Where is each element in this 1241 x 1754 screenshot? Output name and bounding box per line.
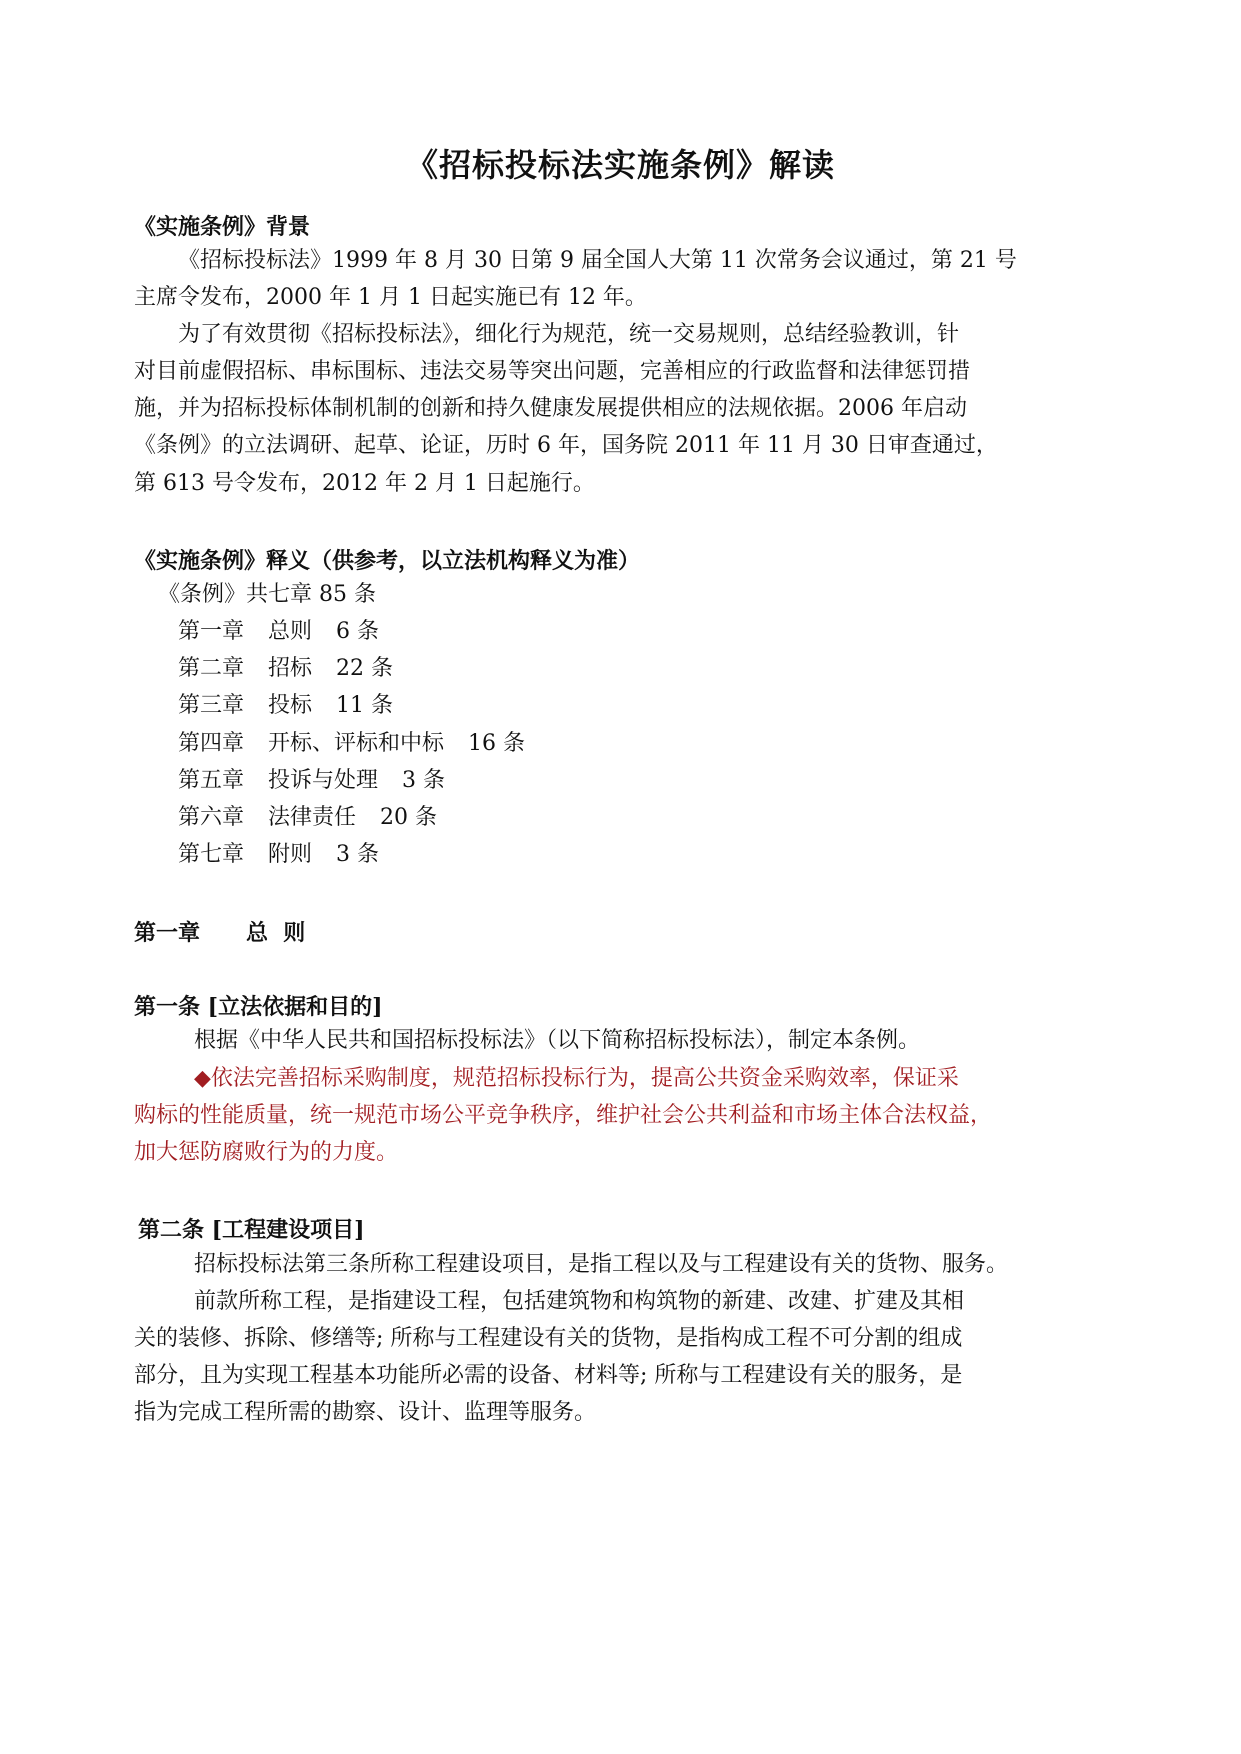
paragraph-line: 对目前虚假招标、串标围标、违法交易等突出问题，完善相应的行政监督和法律惩罚措 <box>134 359 971 384</box>
chapter-heading: 第一章 总 则 <box>134 920 306 946</box>
note-line: ◆依法完善招标采购制度，规范招标投标行为，提高公共资金采购效率，保证采 <box>194 1066 959 1091</box>
chapter-number: 第一章 <box>178 619 245 644</box>
chapter-number: 第四章 <box>178 731 245 756</box>
chapter-row <box>178 654 393 684</box>
diamond-bullet-icon: ◆ <box>194 1066 211 1091</box>
paragraph-line: 主席令发布，2000 年 1 月 1 日起实施已有 12 年。 <box>134 285 647 310</box>
chapter-name: 法律责任 <box>268 805 357 830</box>
note-line: 购标的性能质量，统一规范市场公平竞争秩序，维护社会公共利益和市场主体合法权益， <box>134 1103 993 1128</box>
chapter-name: 总则 <box>268 619 313 644</box>
paragraph-line: 施，并为招标投标体制机制的创新和持久健康发展提供相应的法规依据。2006 年启动 <box>134 396 967 421</box>
chapter-name: 招标 <box>268 656 313 681</box>
chapter-row <box>178 766 445 796</box>
chapter-row <box>178 803 437 833</box>
chapter-count: 20 条 <box>380 805 438 830</box>
article-text: 根据《中华人民共和国招标投标法》（以下简称招标投标法），制定本条例。 <box>194 1028 921 1053</box>
chapter-count: 16 条 <box>468 731 526 756</box>
note-line: 加大惩防腐败行为的力度。 <box>134 1140 399 1165</box>
chapter-count: 11 条 <box>336 693 394 718</box>
paragraph-line: 《条例》的立法调研、起草、论证，历时 6 年，国务院 2011 年 11 月 30 日审查通过， <box>134 433 998 458</box>
article-heading: 第一条 [立法依据和目的] <box>134 994 383 1020</box>
chapter-number: 第六章 <box>178 805 245 830</box>
chapter-row <box>178 729 525 759</box>
chapter-row <box>178 691 393 721</box>
paragraph-line: 《招标投标法》1999 年 8 月 30 日第 9 届全国人大第 11 次常务会议通过，第 21 号 <box>178 248 1017 273</box>
paragraph-line: 前款所称工程，是指建设工程，包括建筑物和构筑物的新建、改建、扩建及其相 <box>194 1289 965 1314</box>
chapter-name: 附则 <box>268 842 313 867</box>
paragraph-line: 关的装修、拆除、修缮等; 所称与工程建设有关的货物，是指构成工程不可分割的组成 <box>134 1326 963 1351</box>
article-text: 招标投标法第三条所称工程建设项目，是指工程以及与工程建设有关的货物、服务。 <box>194 1252 1009 1277</box>
chapter-name: 投诉与处理 <box>268 768 379 793</box>
chapter-number: 第二章 <box>178 656 245 681</box>
chapter-count: 22 条 <box>336 656 394 681</box>
paragraph-line: 为了有效贯彻《招标投标法》，细化行为规范，统一交易规则，总结经验教训，针 <box>178 322 960 347</box>
chapter-count: 6 条 <box>336 619 380 644</box>
section-heading-background: 《实施条例》背景 <box>134 214 311 240</box>
chapter-count: 3 条 <box>336 842 380 867</box>
chapter-row <box>178 617 379 647</box>
chapter-summary: 《条例》共七章 85 条 <box>158 582 376 607</box>
chapter-number: 第三章 <box>178 693 245 718</box>
chapter-number: 第五章 <box>178 768 245 793</box>
chapter-row <box>178 840 379 870</box>
document-title: 《招标投标法实施条例》解读 <box>405 146 835 184</box>
paragraph-line: 指为完成工程所需的勘察、设计、监理等服务。 <box>134 1400 597 1425</box>
chapter-number: 第七章 <box>178 842 245 867</box>
chapter-name: 投标 <box>268 693 313 718</box>
paragraph-line: 部分，且为实现工程基本功能所必需的设备、材料等; 所称与工程建设有关的服务，是 <box>134 1363 963 1388</box>
chapter-name: 开标、评标和中标 <box>268 731 445 756</box>
section-heading-interpretation: 《实施条例》释义（供参考，以立法机构释义为准） <box>134 548 641 574</box>
article-heading: 第二条 [工程建设项目] <box>138 1217 365 1243</box>
paragraph-line: 第 613 号令发布，2012 年 2 月 1 日起施行。 <box>134 471 595 496</box>
chapter-count: 3 条 <box>402 768 446 793</box>
